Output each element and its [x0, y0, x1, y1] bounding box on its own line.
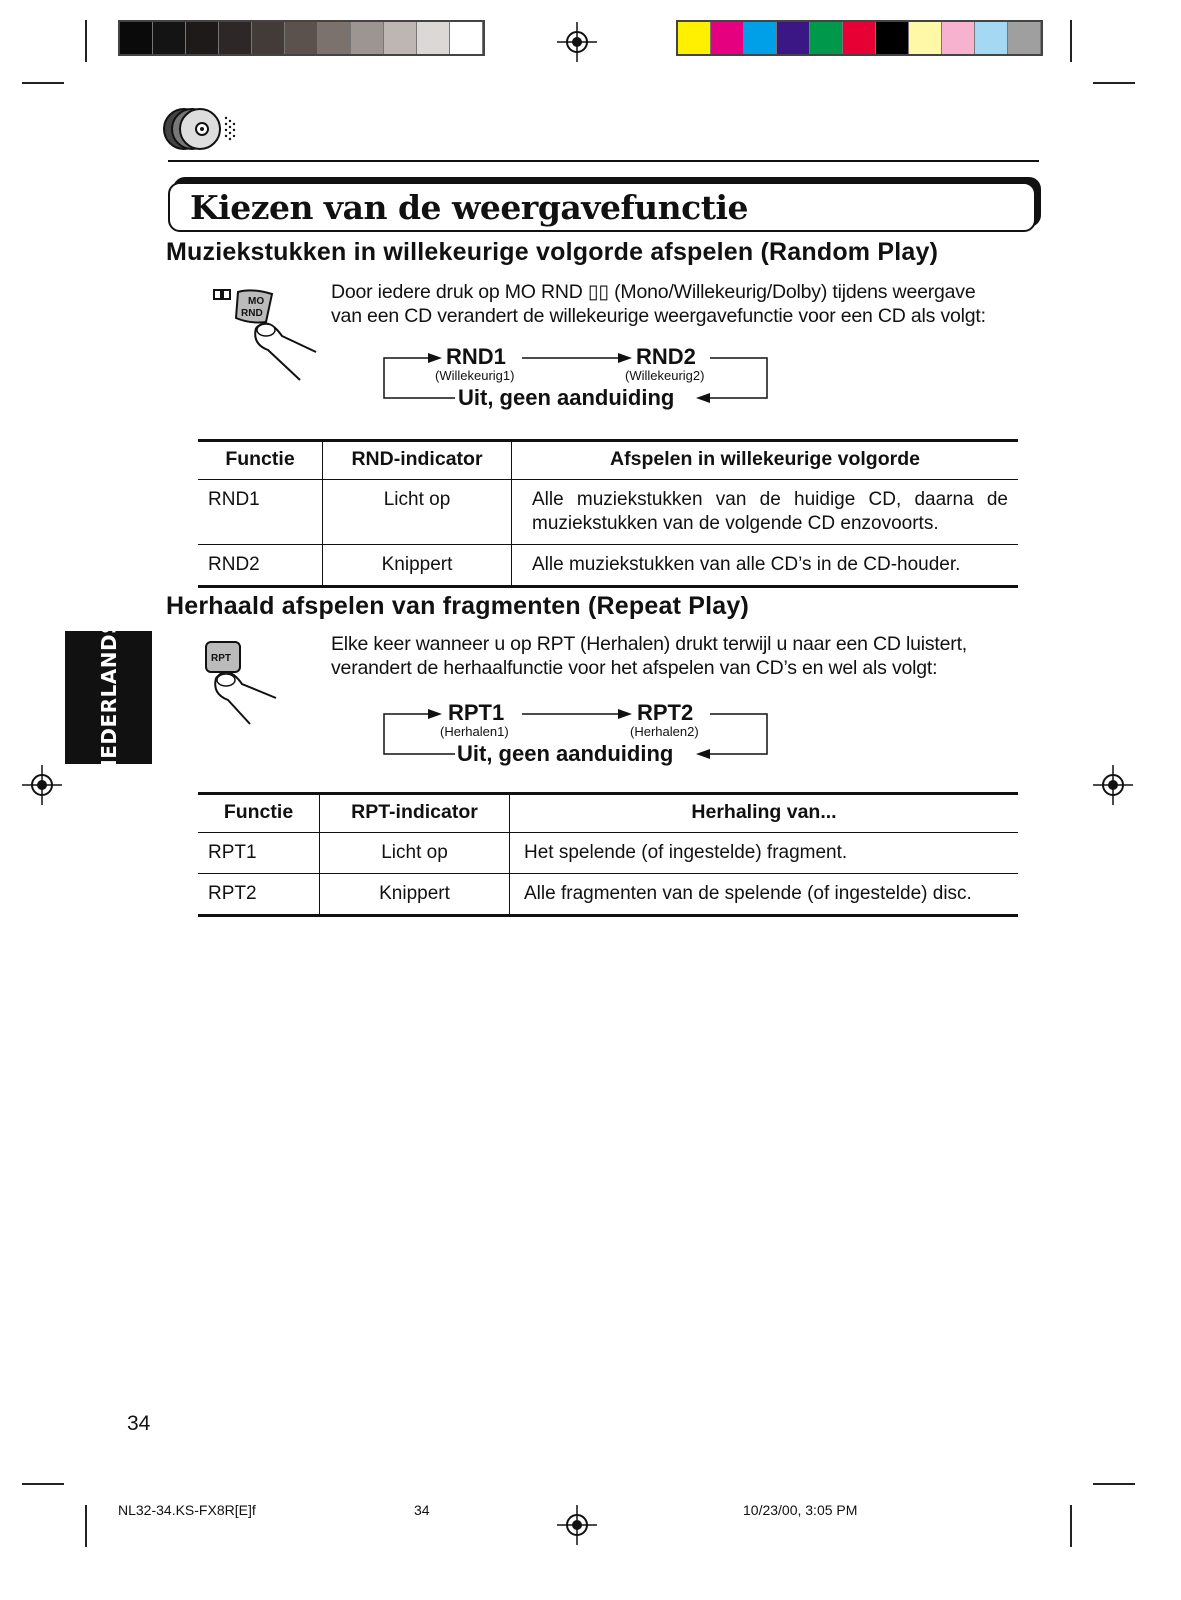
rnd-row1-indicator: Licht op	[323, 480, 512, 545]
svg-text:RND: RND	[241, 308, 263, 319]
rnd-row1-functie: RND1	[198, 480, 323, 545]
crop-mark	[1070, 20, 1072, 62]
random-para-line2: van een CD verandert de willekeurige weergavefunctie voor een CD als volgt:	[331, 305, 986, 327]
color-swatch	[942, 22, 975, 54]
color-swatch	[678, 22, 711, 54]
color-swatch-bar	[676, 20, 1043, 56]
rnd1-sublabel: (Willekeurig1)	[435, 368, 515, 383]
color-swatch	[285, 22, 318, 54]
page-title: Kiezen van de weergavefunctie	[190, 188, 748, 227]
color-swatch	[1008, 22, 1041, 54]
color-swatch	[777, 22, 810, 54]
mo-rnd-button-icon	[208, 284, 323, 384]
color-swatch	[219, 22, 252, 54]
rpt-table-header	[198, 794, 1018, 833]
rnd1-label: RND1	[446, 344, 506, 369]
crop-mark	[22, 1483, 64, 1485]
rpt-table	[198, 792, 1018, 917]
color-swatch	[186, 22, 219, 54]
color-swatch	[975, 22, 1008, 54]
page-number: 34	[127, 1412, 151, 1435]
rpt-button-icon	[202, 638, 282, 728]
color-swatch	[810, 22, 843, 54]
registration-mark-icon	[1093, 765, 1133, 805]
rnd-flow-diagram	[380, 340, 780, 410]
rnd-row1-desc: Alle muziekstukken van de huidige CD, daarna de muziekstukken van de volgende CD enzovoorts.	[512, 480, 1019, 545]
color-swatch	[876, 22, 909, 54]
repeat-play-paragraph	[331, 632, 1021, 680]
crop-mark	[85, 1505, 87, 1547]
gray-swatch-bar	[118, 20, 485, 56]
rpt-row2-desc: Alle fragmenten van de spelende (of ingestelde) disc.	[524, 883, 972, 904]
crop-mark	[1070, 1505, 1072, 1547]
rnd-row2-desc: Alle muziekstukken van alle CD’s in de CD-houder.	[532, 554, 961, 575]
crop-mark	[1093, 1483, 1135, 1485]
random-para-line1: Door iedere druk op MO RND ▯▯ (Mono/Willekeurig/Dolby) tijdens weergave	[331, 281, 976, 303]
color-swatch	[153, 22, 186, 54]
color-swatch	[744, 22, 777, 54]
language-tab-label: NEDERLANDS	[96, 618, 121, 777]
rnd-col-afspelen: Afspelen in willekeurige volgorde	[512, 441, 1019, 480]
svg-text:RPT: RPT	[211, 653, 231, 664]
rpt1-label: RPT1	[448, 700, 505, 725]
footer-file: NL32-34.KS-FX8R[E]f	[118, 1502, 256, 1518]
color-swatch	[909, 22, 942, 54]
color-swatch	[384, 22, 417, 54]
color-swatch	[417, 22, 450, 54]
table-row	[198, 833, 1018, 874]
rpt-row1-desc: Het spelende (of ingestelde) fragment.	[510, 833, 1019, 874]
rnd-table-header	[198, 441, 1018, 480]
rpt-flow-diagram	[380, 696, 780, 766]
rnd2-sublabel: (Willekeurig2)	[625, 368, 705, 383]
rpt-row1-indicator: Licht op	[320, 833, 510, 874]
svg-text:MO: MO	[248, 296, 265, 307]
cd-disc-icon	[162, 104, 242, 154]
rpt1-sublabel: (Herhalen1)	[440, 724, 509, 739]
repeat-para-line1: Elke keer wanneer u op RPT (Herhalen) drukt terwijl u naar een CD luistert,	[331, 633, 968, 655]
random-play-heading: Muziekstukken in willekeurige volgorde afspelen (Random Play)	[166, 238, 939, 266]
rpt-row2-indicator: Knippert	[320, 874, 510, 916]
color-swatch	[711, 22, 744, 54]
rnd-off-label: Uit, geen aanduiding	[458, 385, 675, 410]
table-row	[198, 874, 1018, 916]
footer-page: 34	[414, 1502, 430, 1518]
rnd-table	[198, 439, 1018, 588]
crop-mark	[85, 20, 87, 62]
rnd-col-indicator: RND-indicator	[323, 441, 512, 480]
crop-mark	[1093, 82, 1135, 84]
title-box	[168, 182, 1036, 232]
rpt2-sublabel: (Herhalen2)	[630, 724, 699, 739]
color-swatch	[252, 22, 285, 54]
rpt-row2-functie: RPT2	[198, 874, 320, 916]
rnd-row2-functie: RND2	[198, 545, 323, 587]
rpt-row1-functie: RPT1	[198, 833, 320, 874]
color-swatch	[843, 22, 876, 54]
color-swatch	[450, 22, 483, 54]
color-swatch	[318, 22, 351, 54]
header-rule	[168, 160, 1039, 162]
random-play-paragraph	[331, 280, 1021, 328]
rpt-col-functie: Functie	[198, 794, 320, 833]
rnd2-label: RND2	[636, 344, 696, 369]
rnd-row2-indicator: Knippert	[323, 545, 512, 587]
color-swatch	[120, 22, 153, 54]
footer-timestamp: 10/23/00, 3:05 PM	[743, 1502, 858, 1518]
registration-mark-icon	[557, 1505, 597, 1545]
table-row	[198, 480, 1018, 545]
rpt2-label: RPT2	[637, 700, 694, 725]
registration-mark-icon	[22, 765, 62, 805]
repeat-play-heading: Herhaald afspelen van fragmenten (Repeat Play)	[166, 592, 749, 620]
table-row	[198, 545, 1018, 587]
crop-mark	[22, 82, 64, 84]
language-side-tab	[65, 618, 152, 777]
rpt-off-label: Uit, geen aanduiding	[457, 741, 674, 766]
rnd-col-functie: Functie	[198, 441, 323, 480]
rpt-col-herhaling: Herhaling van...	[510, 794, 1019, 833]
rpt-col-indicator: RPT-indicator	[320, 794, 510, 833]
repeat-para-line2: verandert de herhaalfunctie voor het afspelen van CD’s en wel als volgt:	[331, 657, 938, 679]
color-swatch	[351, 22, 384, 54]
registration-mark-icon	[557, 22, 597, 62]
